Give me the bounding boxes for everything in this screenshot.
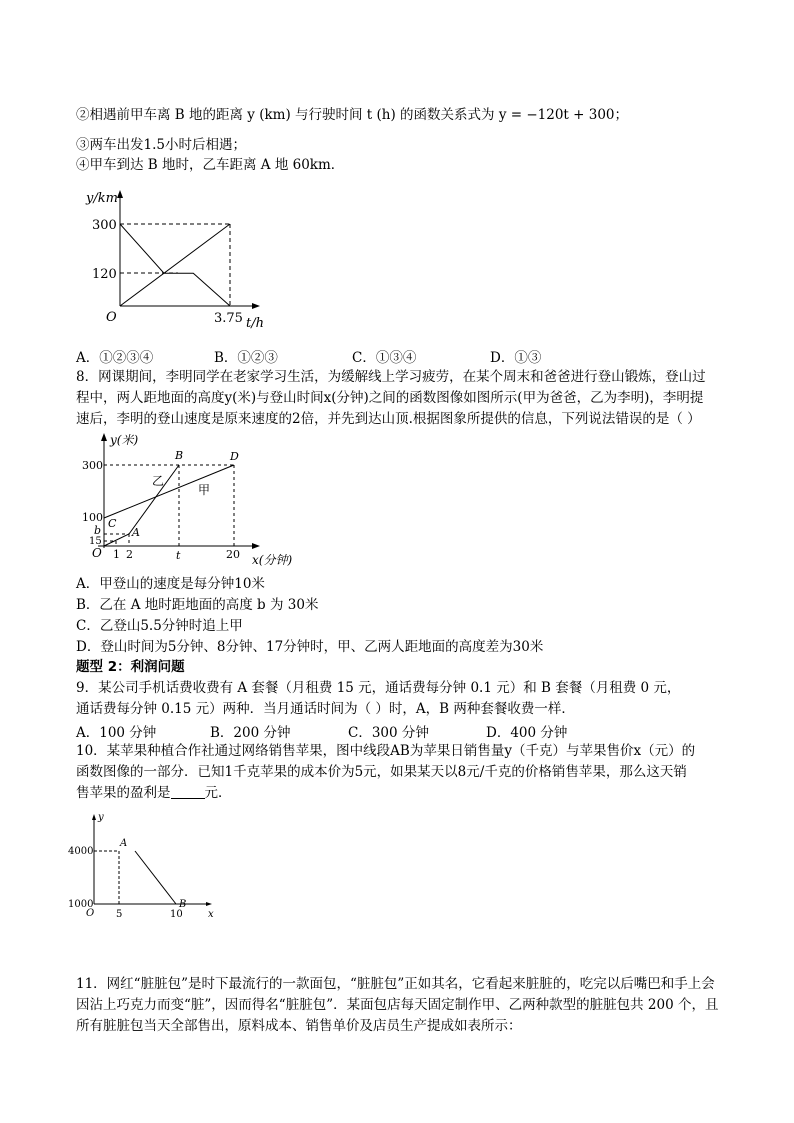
q8-xlabel: x(分钟) bbox=[252, 553, 293, 567]
q7-xtick-375: 3.75 bbox=[214, 311, 243, 326]
q8-point-c: C bbox=[108, 517, 117, 530]
q8-origin: O bbox=[92, 546, 102, 560]
q7-statement-2: ②相遇前甲车离 B 地的距离 y (km) 与行驶时间 t (h) 的函数关系式为 y = −120t + 300； bbox=[76, 107, 629, 123]
q8-line-3: 速后，李明的登山速度是原来速度的2倍，并先到达山顶.根据图象所提供的信息，下列说法错误的是（ ） bbox=[76, 411, 701, 427]
q8-xtick-t: t bbox=[176, 549, 181, 562]
q7-car-yi-line bbox=[120, 224, 230, 306]
q10-line-1: 10．某苹果种植合作社通过网络销售苹果，图中线段AB为苹果日销售量y（千克）与苹果售价x（元）的 bbox=[76, 743, 696, 759]
q7-ytick-120: 120 bbox=[92, 267, 117, 282]
q8-ytick-b: b bbox=[94, 524, 102, 537]
q8-option-a[interactable]: A．甲登山的速度是每分钟10米 bbox=[76, 576, 265, 592]
q10-point-b: B bbox=[179, 899, 187, 910]
q7-graph bbox=[80, 188, 280, 334]
q10-point-a: A bbox=[120, 838, 128, 849]
q8-x-arrow-icon bbox=[252, 543, 260, 549]
q8-point-b: B bbox=[175, 449, 184, 462]
q7-ylabel: y/km bbox=[86, 191, 118, 206]
q10-xtick-10: 10 bbox=[170, 909, 183, 920]
q10-answer-blank[interactable] bbox=[171, 785, 205, 799]
q8-yi-line bbox=[104, 465, 179, 546]
q9-option-d[interactable]: D．400 分钟 bbox=[486, 725, 568, 741]
q10-origin: O bbox=[86, 908, 95, 919]
q8-ytick-300: 300 bbox=[82, 459, 103, 472]
q7-option-a[interactable]: A．①②③④ bbox=[76, 350, 154, 366]
q10-xtick-5: 5 bbox=[116, 909, 123, 920]
q8-xtick-2: 2 bbox=[126, 548, 133, 561]
q8-option-d[interactable]: D．登山时间为5分钟、8分钟、17分钟时，甲、乙两人距地面的高度差为30米 bbox=[76, 639, 544, 655]
q9-options bbox=[76, 721, 636, 741]
q8-option-b[interactable]: B．乙在 A 地时距地面的高度 b 为 30米 bbox=[76, 597, 319, 613]
q8-line-2: 程中，两人距地面的高度y(米)与登山时间x(分钟)之间的函数图像如图所示(甲为爸爸，乙为李明)，李明提 bbox=[76, 390, 704, 406]
q7-x-arrow-icon bbox=[252, 303, 260, 309]
q8-xtick-20: 20 bbox=[226, 548, 240, 561]
q8-point-d: D bbox=[230, 450, 239, 463]
q8-label-yi: 乙 bbox=[152, 474, 165, 488]
q7-options bbox=[76, 346, 636, 366]
q7-option-c[interactable]: C．①③④ bbox=[352, 350, 417, 366]
q9-line-2: 通话费每分钟 0.15 元）两种．当月通话时间为（ ）时，A，B 两种套餐收费一样． bbox=[76, 701, 575, 717]
q7-option-d[interactable]: D．①③ bbox=[490, 350, 542, 366]
q9-line-1: 9．某公司手机话费收费有 A 套餐（月租费 15 元，通话费每分钟 0.1 元）和 B 套餐（月租费 0 元， bbox=[76, 680, 681, 696]
q7-origin: O bbox=[106, 310, 117, 325]
q10-ylabel: y bbox=[98, 812, 104, 823]
q8-ytick-100: 100 bbox=[82, 511, 103, 524]
q9-option-c[interactable]: C．300 分钟 bbox=[348, 725, 429, 741]
q8-ylabel: y(米) bbox=[110, 433, 139, 447]
q8-point-a: A bbox=[132, 526, 140, 539]
q10-line-3-text: 售苹果的盈利是 bbox=[76, 785, 171, 801]
q8-xtick-1: 1 bbox=[113, 548, 120, 561]
q7-option-b[interactable]: B．①②③ bbox=[214, 350, 278, 366]
q11-line-3: 所有脏脏包当天全部售出，原料成本、销售单价及店员生产提成如表所示： bbox=[76, 1018, 522, 1034]
q10-xlabel: x bbox=[208, 909, 214, 920]
q10-x-arrow-icon bbox=[206, 902, 212, 906]
q8-ytick-15: 15 bbox=[89, 536, 102, 547]
q8-y-arrow-icon bbox=[101, 433, 107, 441]
q8-label-jia: 甲 bbox=[198, 483, 211, 497]
q10-ytick-4000: 4000 bbox=[68, 846, 94, 857]
q11-line-1: 11．网红“脏脏包”是时下最流行的一款面包，“脏脏包”正如其名，它看起来脏脏的，吃完以后嘴巴和手上会 bbox=[76, 976, 715, 992]
q7-statement-3: ③两车出发1.5小时后相遇； bbox=[76, 137, 246, 153]
q9-option-a[interactable]: A．100 分钟 bbox=[76, 725, 157, 741]
q10-graph bbox=[68, 810, 228, 928]
q7-ytick-300: 300 bbox=[92, 218, 117, 233]
q8-graph bbox=[80, 430, 300, 570]
q10-line-3 bbox=[76, 784, 232, 802]
q10-line-2: 函数图像的一部分．已知1千克苹果的成本价为5元，如果某天以8元/千克的价格销售苹果，那么这天销 bbox=[76, 764, 687, 780]
q7-statement-4: ④甲车到达 B 地时，乙车距离 A 地 60km． bbox=[76, 157, 345, 173]
q9-option-b[interactable]: B．200 分钟 bbox=[210, 725, 291, 741]
q7-xlabel: t/h bbox=[246, 316, 264, 331]
q10-line-3-end: 元． bbox=[204, 785, 232, 801]
q10-segment-ab bbox=[135, 851, 176, 904]
section-heading: 题型 2：利润问题 bbox=[76, 659, 185, 675]
q10-ytick-1000: 1000 bbox=[68, 899, 94, 910]
q10-y-arrow-icon bbox=[92, 814, 96, 820]
q8-line-1: 8．网课期间，李明同学在老家学习生活，为缓解线上学习疲劳，在某个周末和爸爸进行登山锻炼，登山过 bbox=[76, 369, 706, 385]
q8-jia-line bbox=[104, 465, 234, 518]
q11-line-2: 因沾上巧克力而变“脏”，因而得名“脏脏包”．某面包店每天固定制作甲、乙两种款型的脏脏包共 200 个，且 bbox=[76, 997, 719, 1013]
q8-option-c[interactable]: C．乙登山5.5分钟时追上甲 bbox=[76, 618, 243, 634]
